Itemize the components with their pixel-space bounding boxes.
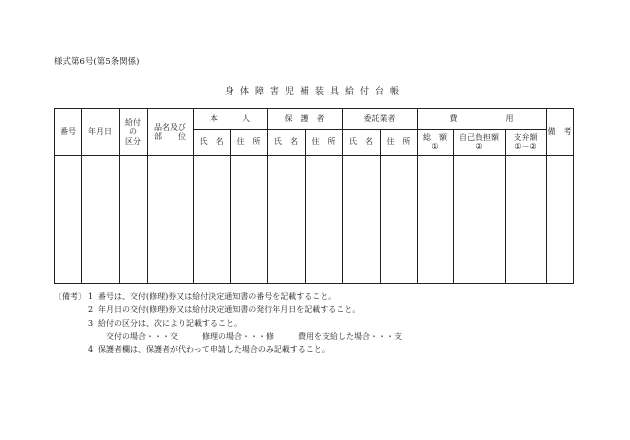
header-contractor: 委託業者 xyxy=(363,114,396,124)
note-number: 4 xyxy=(88,345,94,355)
header-date: 年月日 xyxy=(88,127,112,137)
header-item-part: 品名及び 部 位 xyxy=(154,122,186,141)
note-text: 番号は、交付(修理)券又は給付決定通知書の番号を記載すること。 xyxy=(98,292,337,301)
header-guardian: 保 護 者 xyxy=(284,114,325,124)
note-number xyxy=(88,330,98,343)
note-number: 2 xyxy=(88,305,94,315)
header-self-address: 住 所 xyxy=(236,137,261,147)
header-guardian-name: 氏 名 xyxy=(274,137,298,147)
note-number: 1 xyxy=(88,292,94,301)
header-payment: 支弁額 ①－② xyxy=(513,132,538,151)
note-number: 3 xyxy=(88,318,94,328)
header-self: 本 人 xyxy=(210,114,250,124)
header-cost: 費 用 xyxy=(449,114,514,124)
note-item xyxy=(54,330,402,343)
note-text: 年月日の交付(修理)券又は給付決定通知書の発行年月日を記載すること。 xyxy=(98,305,361,315)
notes-label: 〔備考〕 xyxy=(54,292,86,301)
header-bottom-rule xyxy=(55,155,573,156)
note-text: 保護者欄は、保護者が代わって申請した場合のみ記載すること。 xyxy=(98,345,330,355)
page-title: 身体障害児補装具給付台帳 xyxy=(224,87,405,97)
ledger-table xyxy=(54,108,574,284)
header-category: 給付 の 区分 xyxy=(125,118,141,146)
header-total: 総 額 ① xyxy=(423,132,447,151)
remarks-notes xyxy=(54,290,402,356)
header-guardian-address: 住 所 xyxy=(311,137,336,147)
note-text: 給付の区分は、次により記載すること。 xyxy=(98,318,242,328)
note-item xyxy=(54,317,402,330)
note-item xyxy=(54,303,402,316)
header-remarks: 備 考 xyxy=(547,127,572,137)
note-item xyxy=(54,290,402,303)
header-contractor-name: 氏 名 xyxy=(349,137,373,147)
form-number: 様式第6号(第5条関係) xyxy=(54,57,140,67)
note-text: 交付の場合・・・交 修理の場合・・・修 費用を支給した場合・・・支 xyxy=(98,331,402,341)
header-self-pay: 自己負担額 ② xyxy=(459,132,499,151)
header-number: 番号 xyxy=(60,127,76,137)
note-item xyxy=(54,343,402,356)
header-self-name: 氏 名 xyxy=(199,137,224,147)
header-contractor-address: 住 所 xyxy=(386,137,411,147)
